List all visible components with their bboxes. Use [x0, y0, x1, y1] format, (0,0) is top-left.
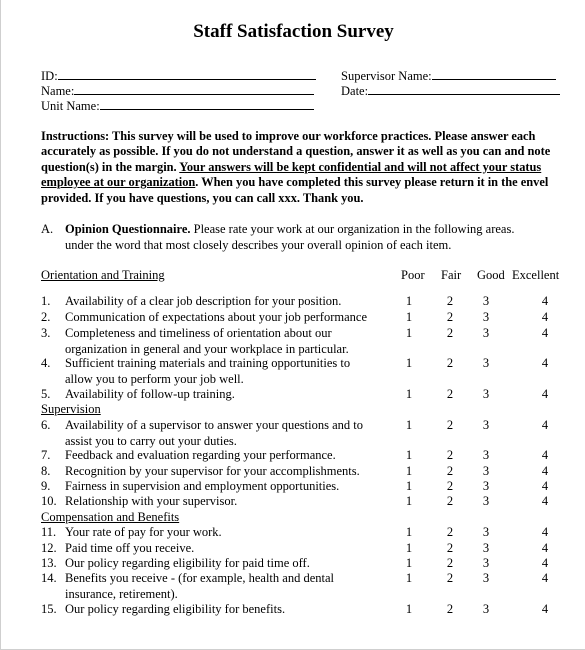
item-number: 14.	[41, 571, 57, 585]
rating-option-good[interactable]: 3	[482, 602, 490, 616]
rating-option-poor[interactable]: 1	[405, 571, 413, 585]
rating-option-poor[interactable]: 1	[405, 326, 413, 340]
rating-option-poor[interactable]: 1	[405, 464, 413, 478]
rating-option-fair[interactable]: 2	[446, 525, 454, 539]
instructions-line-5: provided. If you have questions, you can call xxx. Thank you.	[41, 190, 364, 205]
rating-option-good[interactable]: 3	[482, 525, 490, 539]
rating-option-excellent[interactable]: 4	[541, 556, 549, 570]
section-a-title: Opinion Questionnaire.	[65, 222, 191, 236]
name-input-line[interactable]	[74, 83, 314, 95]
column-header-poor: Poor	[401, 268, 425, 282]
rating-option-good[interactable]: 3	[482, 571, 490, 585]
item-text: Availability of a clear job description for your position.	[65, 294, 342, 308]
rating-option-good[interactable]: 3	[482, 356, 490, 370]
item-number: 11.	[41, 525, 57, 539]
rating-option-fair[interactable]: 2	[446, 387, 454, 401]
rating-option-fair[interactable]: 2	[446, 326, 454, 340]
item-text: assist you to carry out your duties.	[65, 433, 237, 448]
rating-option-fair[interactable]: 2	[446, 418, 454, 432]
item-number: 8.	[41, 464, 51, 478]
column-header-good: Good	[477, 268, 505, 282]
item-text: Our policy regarding eligibility for benefits.	[65, 602, 286, 616]
rating-option-excellent[interactable]: 4	[541, 448, 549, 462]
supervisor-name-label: Supervisor Name:	[341, 69, 432, 83]
item-text: allow you to perform your job well.	[65, 371, 244, 386]
confidentiality-note: Your answers will be kept confidential and will not affect your status	[179, 159, 542, 174]
rating-option-excellent[interactable]: 4	[541, 356, 549, 370]
item-text: Availability of a supervisor to answer your questions and to	[65, 418, 363, 432]
rating-option-poor[interactable]: 1	[405, 448, 413, 462]
item-number: 13.	[41, 556, 57, 570]
rating-option-excellent[interactable]: 4	[541, 310, 549, 324]
rating-option-good[interactable]: 3	[482, 418, 490, 432]
column-header-fair: Fair	[441, 268, 462, 282]
instructions-line-4	[41, 175, 585, 190]
item-number: 7.	[41, 448, 51, 462]
id-field[interactable]	[41, 68, 316, 84]
rating-option-excellent[interactable]: 4	[541, 602, 549, 616]
rating-option-fair[interactable]: 2	[446, 494, 454, 508]
instructions-line-1: Instructions: This survey will be used to improve our workforce practices. Please answer each	[41, 129, 536, 143]
item-text: Availability of follow-up training.	[65, 387, 235, 401]
section-a-text-1: Please rate your work at our organization in the following areas.	[190, 222, 515, 236]
unit-name-input-line[interactable]	[100, 98, 314, 110]
column-header-excellent: Excellent	[512, 268, 560, 282]
rating-option-poor[interactable]: 1	[405, 294, 413, 308]
rating-option-poor[interactable]: 1	[405, 479, 413, 493]
item-text: Recognition by your supervisor for your accomplishments.	[65, 464, 360, 478]
rating-option-poor[interactable]: 1	[405, 310, 413, 324]
rating-option-good[interactable]: 3	[482, 479, 490, 493]
section-a-heading	[65, 222, 514, 237]
instructions-block	[41, 129, 585, 206]
unit-name-label: Unit Name:	[41, 99, 100, 113]
rating-option-excellent[interactable]: 4	[541, 525, 549, 539]
rating-option-good[interactable]: 3	[482, 326, 490, 340]
rating-option-excellent[interactable]: 4	[541, 326, 549, 340]
category-orientation: Orientation and Training	[41, 268, 165, 282]
rating-option-poor[interactable]: 1	[405, 556, 413, 570]
rating-option-good[interactable]: 3	[482, 556, 490, 570]
rating-option-good[interactable]: 3	[482, 541, 490, 555]
rating-option-good[interactable]: 3	[482, 387, 490, 401]
item-text: Communication of expectations about your job performance	[65, 310, 367, 324]
rating-option-fair[interactable]: 2	[446, 310, 454, 324]
item-text: insurance, retirement).	[65, 586, 178, 601]
item-text: Paid time off you receive.	[65, 541, 195, 555]
name-field[interactable]	[41, 83, 314, 99]
rating-option-fair[interactable]: 2	[446, 479, 454, 493]
item-number: 3.	[41, 326, 51, 340]
item-number: 2.	[41, 310, 51, 324]
item-text: Sufficient training materials and training opportunities to	[65, 356, 351, 370]
rating-option-fair[interactable]: 2	[446, 464, 454, 478]
rating-option-excellent[interactable]: 4	[541, 294, 549, 308]
rating-option-fair[interactable]: 2	[446, 602, 454, 616]
item-text: Fairness in supervision and employment opportunities.	[65, 479, 340, 493]
item-number: 10.	[41, 494, 57, 508]
item-number: 6.	[41, 418, 51, 432]
rating-option-excellent[interactable]: 4	[541, 494, 549, 508]
rating-option-fair[interactable]: 2	[446, 541, 454, 555]
confidentiality-note-cont: employee at our organization	[41, 175, 196, 190]
category-supervision: Supervision	[41, 402, 101, 416]
rating-option-fair[interactable]: 2	[446, 356, 454, 370]
item-number: 5.	[41, 387, 51, 401]
item-text: Completeness and timeliness of orientation about our	[65, 326, 332, 340]
rating-option-good[interactable]: 3	[482, 310, 490, 324]
rating-option-excellent[interactable]: 4	[541, 464, 549, 478]
id-label: ID:	[41, 69, 58, 83]
rating-option-good[interactable]: 3	[482, 294, 490, 308]
item-text: Your rate of pay for your work.	[65, 525, 222, 539]
rating-option-excellent[interactable]: 4	[541, 387, 549, 401]
page-title: Staff Satisfaction Survey	[193, 21, 394, 42]
item-text: Benefits you receive - (for example, health and dental	[65, 571, 334, 585]
item-number: 4.	[41, 356, 51, 370]
instructions-text: question(s) in the margin.	[41, 159, 180, 174]
section-a-text-2: under the word that most closely describes your overall opinion of each item.	[65, 238, 452, 252]
item-number: 1.	[41, 294, 51, 308]
rating-option-good[interactable]: 3	[482, 464, 490, 478]
rating-option-poor[interactable]: 1	[405, 525, 413, 539]
instructions-line-2: accurately as possible. If you do not understand a question, answer it as well as you can and note	[41, 144, 551, 159]
rating-option-poor[interactable]: 1	[405, 494, 413, 508]
item-text: Relationship with your supervisor.	[65, 494, 238, 508]
rating-option-fair[interactable]: 2	[446, 448, 454, 462]
rating-option-fair[interactable]: 2	[446, 294, 454, 308]
instructions-line-3	[41, 160, 585, 175]
rating-option-fair[interactable]: 2	[446, 571, 454, 585]
instructions-text-cont: . When you have completed this survey please return it in the envel	[195, 175, 549, 190]
date-input-line[interactable]	[368, 83, 560, 95]
item-number: 12.	[41, 541, 57, 555]
supervisor-name-field[interactable]	[341, 68, 556, 84]
rating-option-poor[interactable]: 1	[405, 602, 413, 616]
item-text: Our policy regarding eligibility for paid time off.	[65, 556, 310, 570]
item-number: 15.	[41, 602, 57, 616]
item-text: Feedback and evaluation regarding your performance.	[65, 448, 336, 462]
supervisor-name-input-line[interactable]	[432, 68, 556, 80]
item-number: 9.	[41, 479, 51, 493]
rating-option-poor[interactable]: 1	[405, 541, 413, 555]
unit-name-field[interactable]	[41, 98, 314, 114]
rating-option-poor[interactable]: 1	[405, 387, 413, 401]
category-compensation: Compensation and Benefits	[41, 510, 180, 524]
name-label: Name:	[41, 84, 75, 98]
rating-option-good[interactable]: 3	[482, 494, 490, 508]
date-field[interactable]	[341, 83, 560, 99]
rating-option-poor[interactable]: 1	[405, 356, 413, 370]
rating-option-excellent[interactable]: 4	[541, 418, 549, 432]
date-label: Date:	[341, 84, 369, 98]
rating-option-excellent[interactable]: 4	[541, 479, 549, 493]
rating-option-good[interactable]: 3	[482, 448, 490, 462]
rating-option-excellent[interactable]: 4	[541, 571, 549, 585]
rating-option-fair[interactable]: 2	[446, 556, 454, 570]
section-a-label: A.	[41, 222, 54, 236]
item-text: organization in general and your workplace in particular.	[65, 341, 349, 356]
id-input-line[interactable]	[58, 68, 316, 80]
rating-option-excellent[interactable]: 4	[541, 541, 549, 555]
rating-option-poor[interactable]: 1	[405, 418, 413, 432]
